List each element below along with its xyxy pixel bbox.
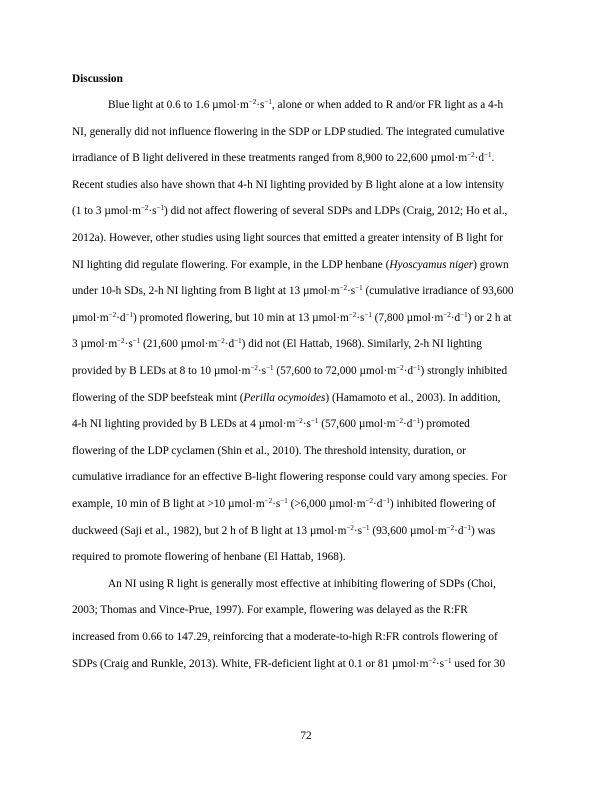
text-line: 4-h NI lighting provided by B LEDs at 4 $\mu mol\cdot m^{-2}\cdot s^{-1}$ (57,600 $\mu mol\cdot m^{-2}\cdot d^{-1}$) promoted: [72, 417, 470, 431]
text-line: example, 10 min of B light at >10 $\mu mol\cdot m^{-2}\cdot s^{-1}$ (>6,000 $\mu mol\cdot m^{-2}\cdot d^{-1}$) inhibited flowering of: [72, 497, 496, 510]
text-line: NI lighting did regulate flowering. For example, in the LDP henbane (Hyoscyamus niger) grown: [72, 258, 509, 271]
text-line: An NI using R light is generally most effective at inhibiting flowering of SDPs (Choi,: [108, 577, 496, 590]
text-line: NI, generally did not influence flowering in the SDP or LDP studied. The integrated cumulative: [72, 125, 505, 138]
text-line: flowering of the LDP cyclamen (Shin et al., 2010). The threshold intensity, duration, or: [72, 444, 466, 457]
text-line: SDPs (Craig and Runkle, 2013). White, FR-deficient light at 0.1 or 81 $\mu mol\cdot m^{-2}\cdot s^{-1}$ used for 30: [72, 656, 506, 670]
text-line: increased from 0.66 to 147.29, reinforcing that a moderate-to-high R:FR controls flowering of: [72, 631, 498, 643]
text-line: cumulative irradiance for an effective B-light flowering response could vary among species. For: [72, 471, 507, 484]
text-line: duckweed (Saji et al., 1982), but 2 h of B light at 13 $\mu mol\cdot m^{-2}\cdot s^{-1}$ (93,600 $\mu mol\cdot m^{-2}\cdot d^{-1}$) was: [72, 523, 496, 537]
text-line: flowering of the SDP beefsteak mint (Perilla ocymoides) (Hamamoto et al., 2003). In addition,: [72, 391, 501, 404]
text-line: under 10-h SDs, 2-h NI lighting from B light at 13 $\mu mol\cdot m^{-2}\cdot s^{-1}$ (cumulative irradiance of 93,600: [72, 284, 514, 298]
text-line: $\mu mol\cdot m^{-2}\cdot d^{-1}$) promoted flowering, but 10 min at 13 $\mu mol\cdot m^{-2}\cdot s^{-1}$ (7,800 $\mu mol\cdot m^{-2}\cdot d^{-1}$) or 2 h at: [72, 310, 512, 324]
text-line: 2012a). However, other studies using light sources that emitted a greater intensity of B light for: [72, 232, 503, 244]
text-line: required to promote flowering of henbane (El Hattab, 1968).: [72, 551, 346, 564]
text-line: 2003; Thomas and Vince-Prue, 1997). For example, flowering was delayed as the R:FR: [72, 604, 468, 617]
text-line: irradiance of B light delivered in these treatments ranged from 8,900 to 22,600 $\mu mol\cdot m^{-2}\cdot d^{-1}$.: [72, 151, 495, 165]
text-line: Recent studies also have shown that 4-h NI lighting provided by B light alone at a low intensity: [72, 178, 505, 191]
section-heading: Discussion: [72, 73, 123, 85]
text-line: 3 $\mu mol\cdot m^{-2}\cdot s^{-1}$ (21,600 $\mu mol\cdot m^{-2}\cdot d^{-1}$) did not (El Hattab, 1968). Similarly, 2-h NI lighting: [72, 337, 482, 351]
text-line: (1 to 3 $\mu mol\cdot m^{-2}\cdot s^{-1}$) did not affect flowering of several SDPs and LDPs (Craig, 2012; Ho et al.,: [72, 204, 508, 218]
page-number: 72: [300, 730, 312, 742]
text-line: Blue light at 0.6 to 1.6 $\mu mol\cdot m^{-2}\cdot s^{-1}$, alone or when added to R and/or FR light as a 4-h: [108, 98, 504, 111]
text-line: provided by B LEDs at 8 to 10 $\mu mol\cdot m^{-2}\cdot s^{-1}$ (57,600 to 72,000 $\mu mol\cdot m^{-2}\cdot d^{-1}$) strongly inhibited: [72, 364, 508, 377]
